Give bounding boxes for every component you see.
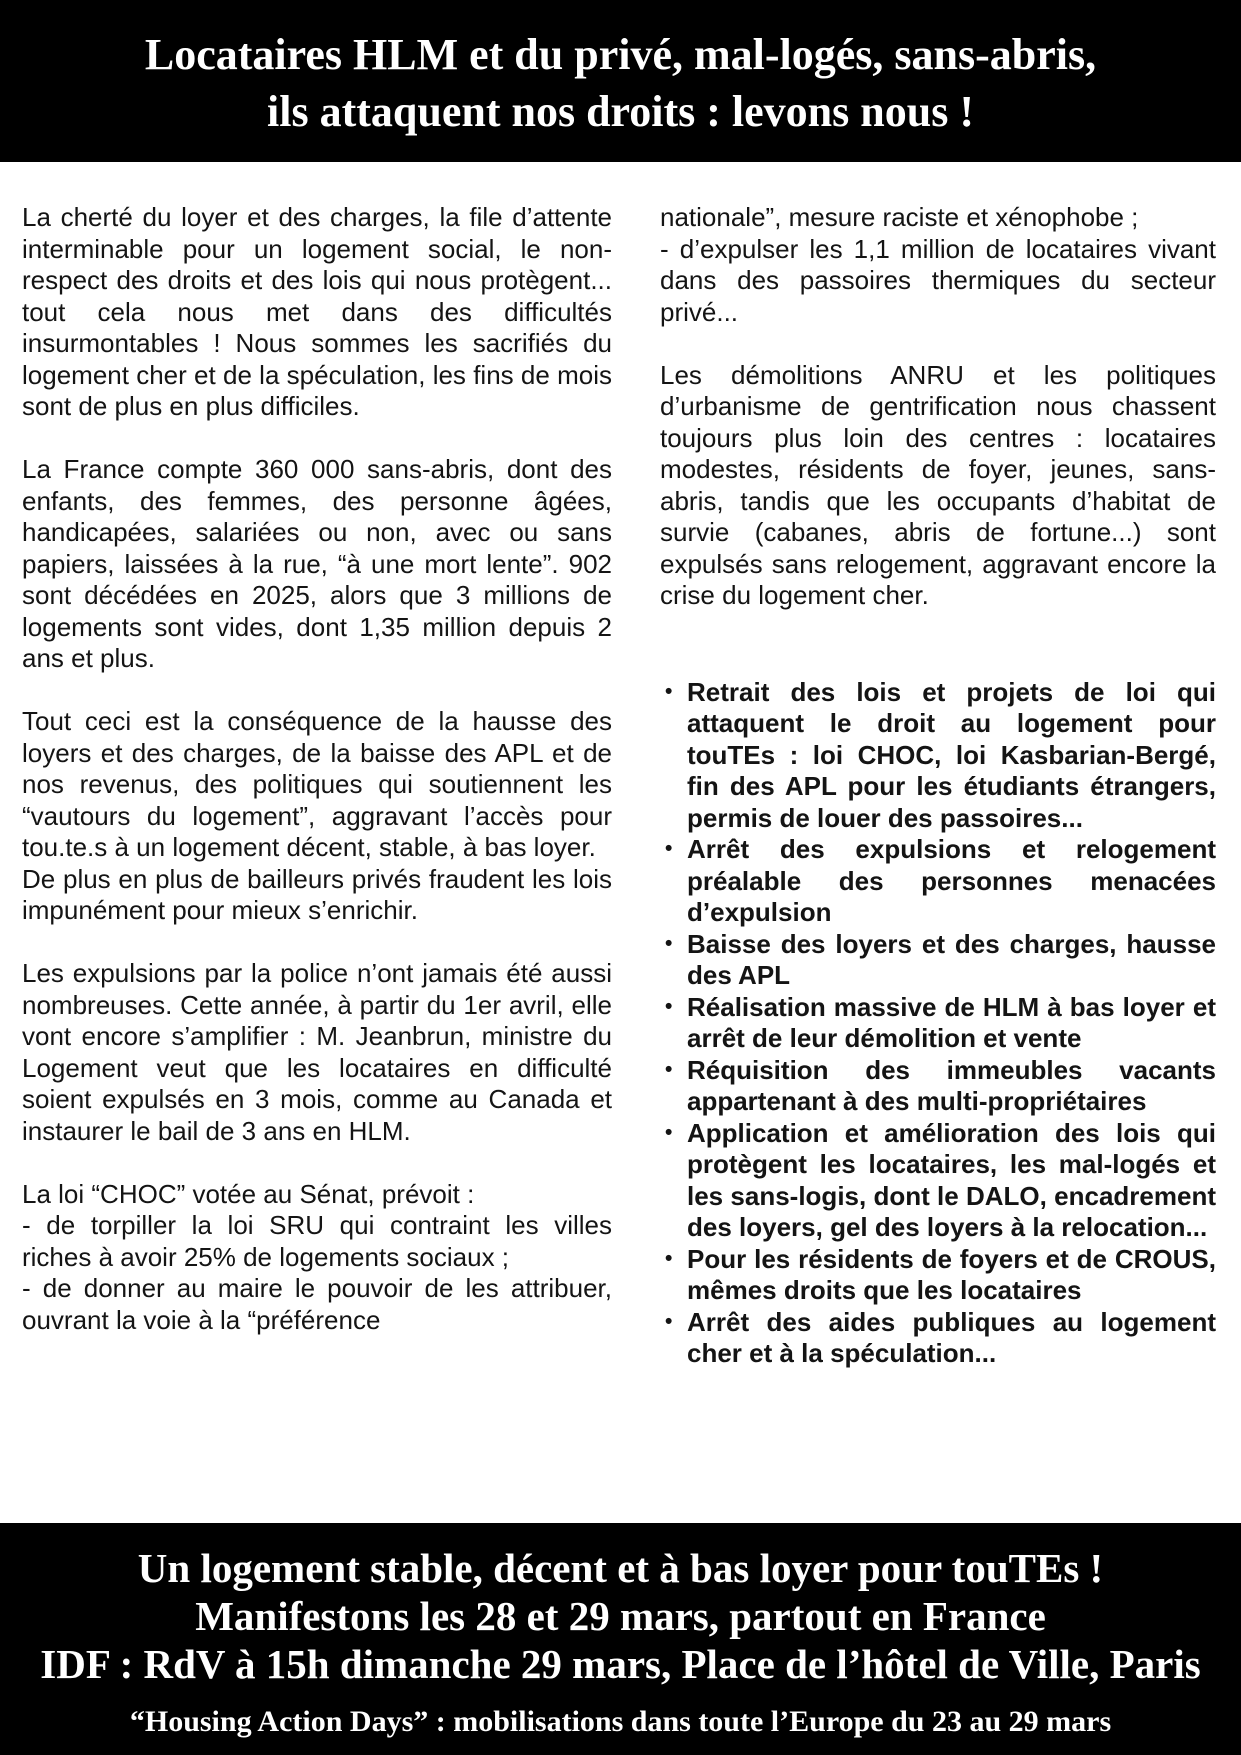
demand-item-aides-publiques: • Arrêt des aides publiques au logement cher et à la spéculation...: [660, 1307, 1216, 1370]
demand-item-baisse-loyers: • Baisse des loyers et des charges, hausse des APL: [660, 929, 1216, 992]
thermal-sieves-paragraph: - d’expulser les 1,1 million de locataires vivant dans des passoires thermiques du secteur privé...: [660, 233, 1216, 327]
right-column: [660, 202, 1216, 1370]
footer-idf-meetup: IDF : RdV à 15h dimanche 29 mars, Place de l’hôtel de Ville, Paris: [40, 1641, 1201, 1687]
intro-paragraph: La cherté du loyer et des charges, la file d’attente interminable pour un logement social, le non-respect des droits et des lois qui nous protègent... tout cela nous met dans des difficultés insurmontables ! Nous sommes les sacrifiés du logement cher et de la spéculation, les fins de mois sont de plus en plus difficiles.: [22, 202, 612, 421]
demand-item-arret-expulsions: • Arrêt des expulsions et relogement préalable des personnes menacées d’expulsion: [660, 834, 1216, 929]
landlord-fraud-paragraph: De plus en plus de bailleurs privés fraudent les lois impunément pour mieux s’enrichir.: [22, 863, 612, 925]
demand-item-retrait-lois: • Retrait des lois et projets de loi qui attaquent le droit au logement pour touTEs : loi CHOC, loi Kasbarian-Bergé, fin des APL pour les étudiants étrangers, permis de louer des passoires...: [660, 677, 1216, 835]
choc-law-item-maires: - de donner au maire le pouvoir de les attribuer, ouvrant la voie à la “préférence: [22, 1273, 612, 1335]
national-preference-paragraph: nationale”, mesure raciste et xénophobe ;: [660, 202, 1139, 232]
header-banner: [0, 0, 1241, 162]
homeless-stats-paragraph: La France compte 360 000 sans-abris, dont des enfants, des femmes, des personne âgées, handicapées, salariées ou non, avec ou sans papiers, laissées à la rue, “à une mort lente”. 902 sont décédées en 2025, alors que 3 millions de logements sont vides, dont 1,35 million depuis 2 ans et plus.: [22, 454, 612, 673]
causes-paragraph-group: [22, 706, 612, 927]
demands-list: [660, 677, 1216, 1370]
footer-housing-action-days: “Housing Action Days” : mobilisations dans toute l’Europe du 23 au 29 mars: [129, 1705, 1112, 1738]
footer-slogan: Un logement stable, décent et à bas loyer pour touTEs !: [137, 1545, 1104, 1591]
causes-paragraph: Tout ceci est la conséquence de la hausse des loyers et des charges, de la baisse des APL et de nos revenus, des politiques qui soutiennent les “vautours du logement”, aggravant l’accès pour tou.te.s à un logement décent, stable, à bas loyer.: [22, 706, 612, 862]
footer-banner: [0, 1523, 1241, 1755]
demand-item-requisition: • Réquisition des immeubles vacants appartenant à des multi-propriétaires: [660, 1055, 1216, 1118]
choc-law-item-sru: - de torpiller la loi SRU qui contraint les villes riches à avoir 25% de logements sociaux ;: [22, 1210, 612, 1272]
anru-demolitions-paragraph: Les démolitions ANRU et les politiques d’urbanisme de gentrification nous chassent toujours plus loin des centres : locataires modestes, résidents de foyer, jeunes, sans-abris, tandis que les occupants d’habitat de survie (cabanes, abris de fortune...) sont expulsés sans relogement, aggravant encore la crise du logement cher.: [660, 359, 1216, 610]
choc-law-intro: La loi “CHOC” votée au Sénat, prévoit :: [22, 1178, 475, 1209]
demand-item-application-lois: • Application et amélioration des lois qui protègent les locataires, les mal-logés et les sans-logis, dont le DALO, encadrement des loyers, gel des loyers à la relocation...: [660, 1118, 1216, 1244]
national-preference-group: [660, 202, 1216, 328]
evictions-paragraph: Les expulsions par la police n’ont jamais été aussi nombreuses. Cette année, à partir du 1er avril, elle vont encore s’amplifier : M. Jeanbrun, ministre du Logement veut que les locataires en difficulté soient expulsés en 3 mois, comme au Canada et instaurer le bail de 3 ans en HLM.: [22, 958, 612, 1146]
demand-item-realisation-hlm: • Réalisation massive de HLM à bas loyer et arrêt de leur démolition et vente: [660, 992, 1216, 1055]
headline-line-1: Locataires HLM et du privé, mal-logés, sans-abris,: [144, 30, 1097, 79]
body-columns: [22, 162, 1216, 1370]
demand-item-foyers-crous: • Pour les résidents de foyers et de CROUS, mêmes droits que les locataires: [660, 1244, 1216, 1307]
choc-law-group: [22, 1179, 612, 1337]
footer-demo-dates: Manifestons les 28 et 29 mars, partout en France: [195, 1593, 1046, 1639]
headline-line-2: ils attaquent nos droits : levons nous !: [267, 87, 974, 136]
left-column: [22, 202, 612, 1370]
